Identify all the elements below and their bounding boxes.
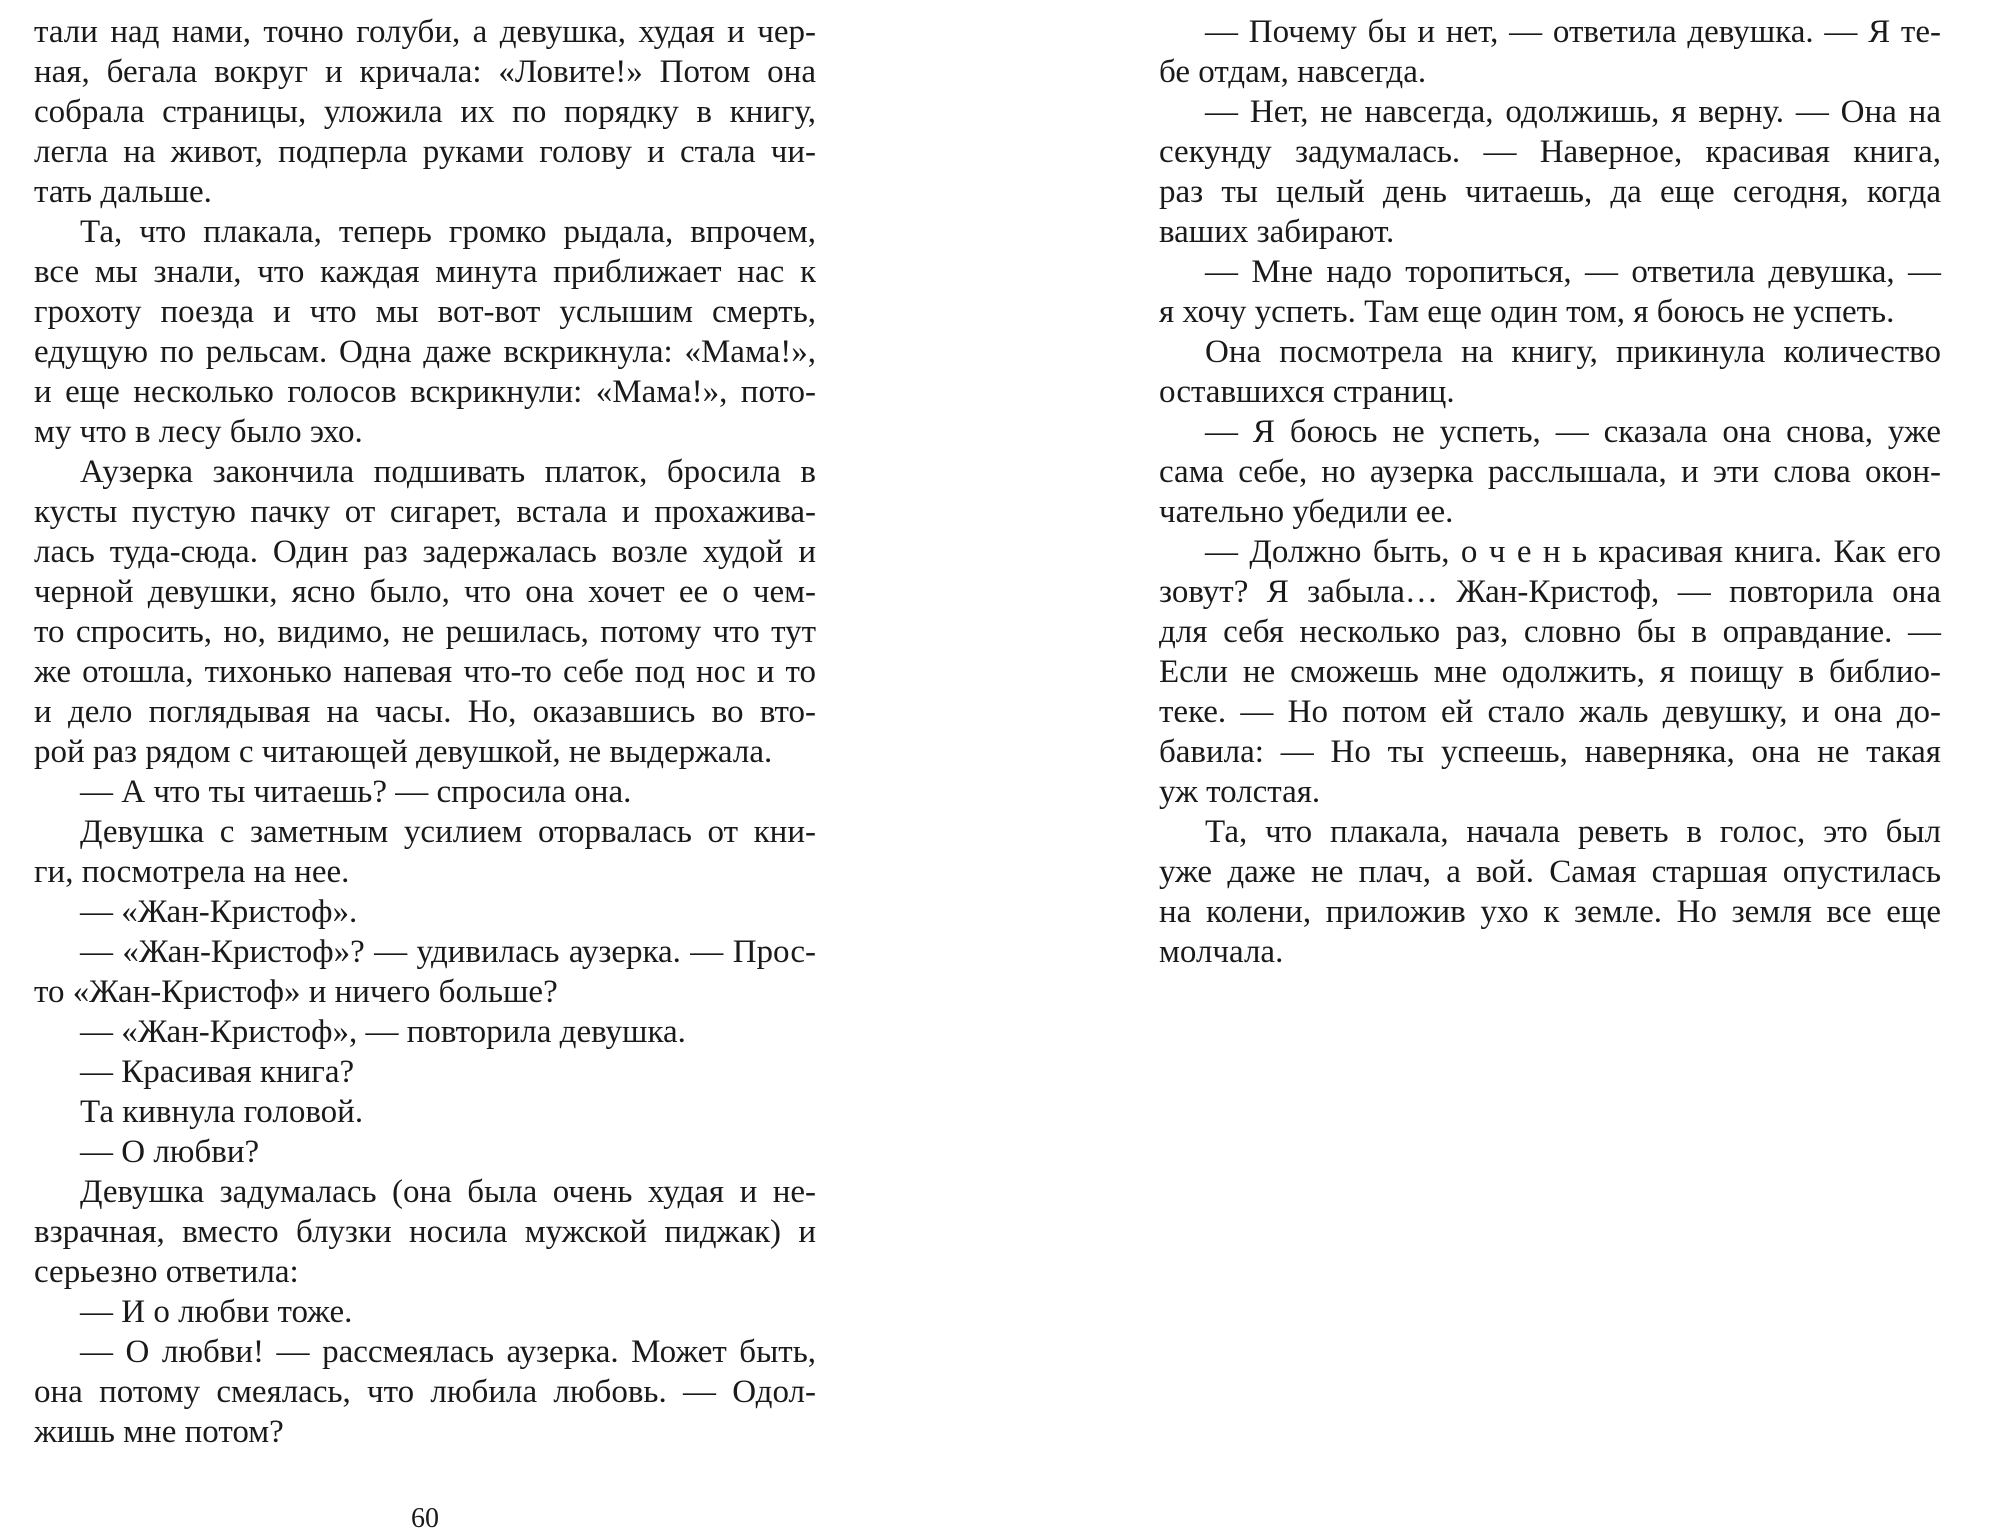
text-line: Та кивнула головой. xyxy=(80,1094,364,1130)
left-page xyxy=(34,12,816,1452)
text-line: Та, что плакала, начала реветь в голос, это был xyxy=(1205,814,1941,850)
text-line: собрала страницы, уложила их по порядку в книгу, xyxy=(34,94,816,130)
text-line: бе отдам, навсегда. xyxy=(1159,54,1427,90)
text-line: — О любви! — рассмеялась аузерка. Может быть, xyxy=(80,1334,816,1370)
right-page xyxy=(1159,12,1941,972)
text-line: Та, что плакала, теперь громко рыдала, впрочем, xyxy=(80,214,816,250)
text-line: — «Жан-Кристоф». xyxy=(80,894,358,930)
text-line: же отошла, тихонько напевая что-то себе под нос и то xyxy=(34,654,816,690)
text-line: ги, посмотрела на нее. xyxy=(34,854,350,890)
text-line: все мы знали, что каждая минута приближает нас к xyxy=(34,254,816,290)
text-line: едущую по рельсам. Одна даже вскрикнула: «Мама!», xyxy=(34,334,816,370)
text-line: то спросить, но, видимо, не решилась, потому что тут xyxy=(34,614,816,650)
text-line: раз ты целый день читаешь, да еще сегодня, когда xyxy=(1159,174,1941,210)
text-line: и дело поглядывая на часы. Но, оказавшись во вто- xyxy=(34,694,816,730)
text-line: — «Жан-Кристоф»? — удивилась аузерка. — Прос- xyxy=(80,934,816,970)
text-line: грохоту поезда и что мы вот-вот услышим смерть, xyxy=(34,294,816,330)
text-line: Если не сможешь мне одолжить, я поищу в библио- xyxy=(1159,654,1941,690)
text-line: — И о любви тоже. xyxy=(80,1294,353,1330)
text-line: взрачная, вместо блузки носила мужской пиджак) и xyxy=(34,1214,816,1250)
text-line: зовут? Я забыла… Жан-Кристоф, — повторила она xyxy=(1159,574,1941,610)
text-line: Аузерка закончила подшивать платок, бросила в xyxy=(80,454,816,490)
text-line: лась туда-сюда. Один раз задержалась возле худой и xyxy=(34,534,816,570)
text-line: чательно убедили ее. xyxy=(1159,494,1454,530)
text-line: ваших забирают. xyxy=(1159,214,1395,250)
text-line: сама себе, но аузерка расслышала, и эти слова окон- xyxy=(1159,454,1941,490)
text-line: — «Жан-Кристоф», — повторила девушка. xyxy=(80,1014,686,1050)
text-line: легла на живот, подперла руками голову и стала чи- xyxy=(34,134,816,170)
text-line: Девушка задумалась (она была очень худая и не- xyxy=(80,1174,816,1210)
text-line: жишь мне потом? xyxy=(34,1414,284,1450)
text-line: уже даже не плач, а вой. Самая старшая опустилась xyxy=(1159,854,1941,890)
text-line: — Красивая книга? xyxy=(80,1054,355,1090)
text-line: и еще несколько голосов вскрикнули: «Мама!», пото- xyxy=(34,374,816,410)
text-line: — А что ты читаешь? — спросила она. xyxy=(80,774,632,810)
text-line: я хочу успеть. Там еще один том, я боюсь не успеть. xyxy=(1159,294,1895,330)
text-line: Она посмотрела на книгу, прикинула количество xyxy=(1205,334,1941,370)
text-line: кусты пустую пачку от сигарет, встала и прохажива- xyxy=(34,494,816,530)
text-line: — Мне надо торопиться, — ответила девушка, — xyxy=(1205,254,1941,290)
text-line: — Нет, не навсегда, одолжишь, я верну. — Она на xyxy=(1205,94,1941,130)
page-number: 60 xyxy=(411,1503,439,1534)
text-line: молчала. xyxy=(1159,934,1284,970)
text-line: уж толстая. xyxy=(1159,774,1321,810)
text-line: — Почему бы и нет, — ответила девушка. — Я те- xyxy=(1205,14,1941,50)
text-line: ная, бегала вокруг и кричала: «Ловите!» Потом она xyxy=(34,54,816,90)
text-line: оставшихся страниц. xyxy=(1159,374,1455,410)
text-line: для себя несколько раз, словно бы в оправдание. — xyxy=(1159,614,1941,650)
text-line: теке. — Но потом ей стало жаль девушку, и она до- xyxy=(1159,694,1941,730)
text-line: рой раз рядом с читающей девушкой, не выдержала. xyxy=(34,734,773,770)
text-line: серьезно ответила: xyxy=(34,1254,299,1290)
text-line: му что в лесу было эхо. xyxy=(34,414,363,450)
text-line: секунду задумалась. — Наверное, красивая книга, xyxy=(1159,134,1941,170)
text-line: — Я боюсь не успеть, — сказала она снова, уже xyxy=(1205,414,1941,450)
text-line: тали над нами, точно голуби, а девушка, худая и чер- xyxy=(34,14,816,50)
text-line: на колени, приложив ухо к земле. Но земля все еще xyxy=(1159,894,1941,930)
text-line: — Должно быть, о ч е н ь красивая книга. Как его xyxy=(1205,534,1941,570)
text-line: — О любви? xyxy=(80,1134,260,1170)
text-line: Девушка с заметным усилием оторвалась от кни- xyxy=(80,814,816,850)
text-line: черной девушки, ясно было, что она хочет ее о чем- xyxy=(34,574,816,610)
text-line: тать дальше. xyxy=(34,174,212,210)
text-line: то «Жан-Кристоф» и ничего больше? xyxy=(34,974,558,1010)
text-line: она потому смеялась, что любила любовь. — Одол- xyxy=(34,1374,816,1410)
text-line: бавила: — Но ты успеешь, наверняка, она не такая xyxy=(1159,734,1941,770)
